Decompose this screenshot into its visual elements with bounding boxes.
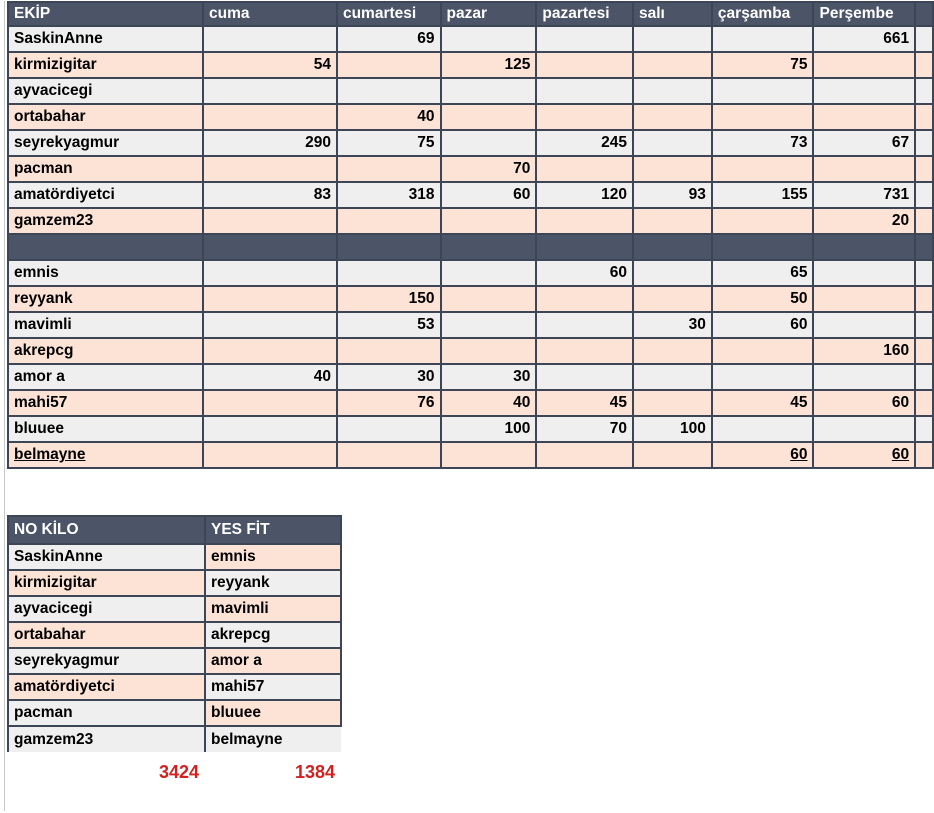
value-cell[interactable]: 93 (633, 182, 712, 208)
table-row (8, 390, 933, 416)
value-cell[interactable]: 60 (712, 442, 814, 468)
summary-row (8, 570, 341, 596)
table-row (8, 364, 933, 390)
header-no-kilo[interactable]: NO KİLO (8, 516, 205, 544)
header-day-1[interactable]: cumartesi (337, 2, 441, 26)
value-cell[interactable]: 60 (441, 182, 537, 208)
value-cell[interactable]: 40 (441, 390, 537, 416)
value-cell[interactable] (337, 442, 441, 468)
extra-cell[interactable] (915, 130, 933, 156)
value-cell[interactable] (536, 312, 633, 338)
value-cell[interactable] (337, 156, 441, 182)
value-cell[interactable] (536, 52, 633, 78)
value-cell[interactable] (203, 208, 337, 234)
separator-cell[interactable] (203, 234, 337, 260)
value-cell[interactable] (203, 442, 337, 468)
value-cell[interactable]: 100 (633, 416, 712, 442)
summary-row (8, 596, 341, 622)
value-cell[interactable] (813, 286, 915, 312)
value-cell[interactable] (536, 104, 633, 130)
table-row (8, 442, 933, 468)
separator-cell[interactable] (813, 234, 915, 260)
header-day-2[interactable]: pazar (441, 2, 537, 26)
yes-fit-member[interactable]: mahi57 (205, 674, 341, 700)
extra-cell[interactable] (915, 442, 933, 468)
value-cell[interactable]: 30 (337, 364, 441, 390)
yes-fit-member[interactable]: reyyank (205, 570, 341, 596)
value-cell[interactable]: 245 (536, 130, 633, 156)
member-name-cell[interactable]: bluuee (8, 416, 203, 442)
separator-cell[interactable] (441, 234, 537, 260)
value-cell[interactable] (536, 156, 633, 182)
value-cell[interactable] (203, 104, 337, 130)
value-cell[interactable]: 76 (337, 390, 441, 416)
table-row (8, 208, 933, 234)
header-day-4[interactable]: salı (633, 2, 712, 26)
value-cell[interactable]: 150 (337, 286, 441, 312)
value-cell[interactable]: 83 (203, 182, 337, 208)
separator-cell[interactable] (712, 234, 814, 260)
yes-fit-member[interactable]: amor a (205, 648, 341, 674)
extra-cell[interactable] (915, 286, 933, 312)
value-cell[interactable] (441, 260, 537, 286)
member-name-cell[interactable]: reyyank (8, 286, 203, 312)
value-cell[interactable] (203, 156, 337, 182)
table-row (8, 52, 933, 78)
header-yes-fit[interactable]: YES FİT (205, 516, 341, 544)
value-cell[interactable] (203, 416, 337, 442)
table-row (8, 26, 933, 52)
member-name-cell[interactable]: ayvacicegi (8, 78, 203, 104)
summary-row (8, 622, 341, 648)
extra-cell[interactable] (915, 182, 933, 208)
value-cell[interactable] (813, 312, 915, 338)
value-cell[interactable] (633, 52, 712, 78)
value-cell[interactable] (633, 130, 712, 156)
value-cell[interactable] (203, 78, 337, 104)
value-cell[interactable]: 100 (441, 416, 537, 442)
member-name-cell[interactable]: akrepcg (8, 338, 203, 364)
value-cell[interactable]: 65 (712, 260, 814, 286)
summary-row (8, 700, 341, 726)
extra-cell[interactable] (915, 208, 933, 234)
yes-fit-member[interactable]: bluuee (205, 700, 341, 726)
value-cell[interactable] (712, 26, 814, 52)
value-cell[interactable]: 75 (712, 52, 814, 78)
value-cell[interactable] (337, 338, 441, 364)
table-row (8, 338, 933, 364)
extra-cell[interactable] (915, 26, 933, 52)
separator-cell[interactable] (8, 234, 203, 260)
value-cell[interactable] (813, 364, 915, 390)
extra-cell[interactable] (915, 312, 933, 338)
value-cell[interactable] (536, 208, 633, 234)
value-cell[interactable]: 30 (633, 312, 712, 338)
value-cell[interactable]: 45 (536, 390, 633, 416)
extra-cell[interactable] (915, 338, 933, 364)
member-name-cell[interactable]: amatördiyetci (8, 182, 203, 208)
value-cell[interactable]: 40 (337, 104, 441, 130)
member-name-cell[interactable]: seyrekyagmur (8, 130, 203, 156)
value-cell[interactable]: 30 (441, 364, 537, 390)
member-name-cell[interactable]: SaskinAnne (8, 26, 203, 52)
value-cell[interactable] (203, 260, 337, 286)
extra-cell[interactable] (915, 260, 933, 286)
value-cell[interactable] (203, 390, 337, 416)
table-row (8, 416, 933, 442)
no-kilo-member[interactable]: kirmizigitar (8, 570, 205, 596)
table-row (8, 78, 933, 104)
yes-fit-member[interactable]: mavimli (205, 596, 341, 622)
no-kilo-member[interactable]: pacman (8, 700, 205, 726)
value-cell[interactable] (203, 26, 337, 52)
summary-row (8, 726, 341, 752)
member-name-cell[interactable]: pacman (8, 156, 203, 182)
value-cell[interactable] (712, 104, 814, 130)
table-row (8, 182, 933, 208)
value-cell[interactable] (633, 156, 712, 182)
value-cell[interactable] (712, 78, 814, 104)
member-name-cell[interactable]: emnis (8, 260, 203, 286)
value-cell[interactable] (441, 442, 537, 468)
separator-cell[interactable] (633, 234, 712, 260)
extra-cell[interactable] (915, 104, 933, 130)
extra-cell[interactable] (915, 156, 933, 182)
value-cell[interactable] (633, 104, 712, 130)
group-separator-row (8, 234, 933, 260)
value-cell[interactable] (441, 104, 537, 130)
value-cell[interactable]: 60 (813, 390, 915, 416)
yes-fit-member[interactable]: emnis (205, 544, 341, 570)
header-day-5[interactable]: çarşamba (712, 2, 814, 26)
total-yes-fit: 1384 (294, 762, 335, 782)
value-cell[interactable]: 20 (813, 208, 915, 234)
no-kilo-member[interactable]: seyrekyagmur (8, 648, 205, 674)
value-cell[interactable] (712, 156, 814, 182)
member-name-cell[interactable]: ortabahar (8, 104, 203, 130)
value-cell[interactable] (633, 364, 712, 390)
summary-header-row (8, 516, 341, 544)
summary-row (8, 648, 341, 674)
no-kilo-member[interactable]: amatördiyetci (8, 674, 205, 700)
value-cell[interactable]: 53 (337, 312, 441, 338)
value-cell[interactable] (633, 78, 712, 104)
member-name-cell[interactable]: kirmizigitar (8, 52, 203, 78)
value-cell[interactable] (712, 208, 814, 234)
table-row (8, 260, 933, 286)
value-cell[interactable]: 67 (813, 130, 915, 156)
value-cell[interactable]: 120 (536, 182, 633, 208)
value-cell[interactable] (536, 78, 633, 104)
value-cell[interactable]: 60 (813, 442, 915, 468)
member-name-cell[interactable]: amor a (8, 364, 203, 390)
value-cell[interactable] (813, 52, 915, 78)
value-cell[interactable] (633, 442, 712, 468)
value-cell[interactable] (441, 208, 537, 234)
value-cell[interactable]: 155 (712, 182, 814, 208)
no-kilo-member[interactable]: ortabahar (8, 622, 205, 648)
value-cell[interactable] (813, 416, 915, 442)
member-name-cell[interactable]: mavimli (8, 312, 203, 338)
yes-fit-member[interactable]: belmayne (205, 726, 341, 752)
value-cell[interactable] (633, 208, 712, 234)
value-cell[interactable]: 318 (337, 182, 441, 208)
value-cell[interactable]: 45 (712, 390, 814, 416)
value-cell[interactable] (813, 78, 915, 104)
value-cell[interactable] (441, 130, 537, 156)
summary-row (8, 544, 341, 570)
value-cell[interactable]: 70 (441, 156, 537, 182)
value-cell[interactable] (337, 208, 441, 234)
header-day-6[interactable]: Perşembe (813, 2, 915, 26)
yes-fit-member[interactable]: akrepcg (205, 622, 341, 648)
main-table-wrap (7, 1, 934, 469)
value-cell[interactable] (337, 260, 441, 286)
no-kilo-member[interactable]: SaskinAnne (8, 544, 205, 570)
value-cell[interactable] (337, 416, 441, 442)
separator-cell[interactable] (337, 234, 441, 260)
value-cell[interactable]: 160 (813, 338, 915, 364)
value-cell[interactable] (203, 286, 337, 312)
total-no-kilo: 3424 (158, 762, 199, 782)
separator-cell[interactable] (536, 234, 633, 260)
value-cell[interactable] (813, 260, 915, 286)
value-cell[interactable] (633, 390, 712, 416)
value-cell[interactable] (441, 286, 537, 312)
value-cell[interactable] (441, 338, 537, 364)
header-day-0[interactable]: cuma (203, 2, 337, 26)
header-team[interactable]: EKİP (8, 2, 203, 26)
value-cell[interactable] (633, 338, 712, 364)
value-cell[interactable] (536, 26, 633, 52)
value-cell[interactable] (536, 442, 633, 468)
team-weekly-table (7, 1, 934, 469)
value-cell[interactable] (337, 52, 441, 78)
no-kilo-member[interactable]: ayvacicegi (8, 596, 205, 622)
header-row (8, 2, 933, 26)
table-row (8, 130, 933, 156)
value-cell[interactable]: 75 (337, 130, 441, 156)
value-cell[interactable] (536, 286, 633, 312)
separator-cell[interactable] (915, 234, 933, 260)
value-cell[interactable]: 50 (712, 286, 814, 312)
value-cell[interactable]: 40 (203, 364, 337, 390)
value-cell[interactable] (712, 364, 814, 390)
summary-table-wrap (7, 515, 342, 752)
table-row (8, 156, 933, 182)
value-cell[interactable]: 69 (337, 26, 441, 52)
value-cell[interactable] (337, 78, 441, 104)
value-cell[interactable] (813, 104, 915, 130)
table-row (8, 286, 933, 312)
value-cell[interactable] (633, 260, 712, 286)
value-cell[interactable] (536, 338, 633, 364)
value-cell[interactable] (441, 26, 537, 52)
sheet-left-edge (4, 1, 5, 811)
value-cell[interactable] (633, 26, 712, 52)
value-cell[interactable]: 60 (536, 260, 633, 286)
value-cell[interactable]: 70 (536, 416, 633, 442)
value-cell[interactable] (712, 338, 814, 364)
header-day-3[interactable]: pazartesi (536, 2, 633, 26)
value-cell[interactable]: 290 (203, 130, 337, 156)
value-cell[interactable] (203, 312, 337, 338)
extra-cell[interactable] (915, 390, 933, 416)
table-row (8, 312, 933, 338)
no-kilo-yes-fit-table (7, 515, 342, 752)
value-cell[interactable]: 661 (813, 26, 915, 52)
value-cell[interactable] (813, 156, 915, 182)
value-cell[interactable] (203, 338, 337, 364)
summary-row (8, 674, 341, 700)
extra-cell[interactable] (915, 52, 933, 78)
member-name-cell[interactable]: gamzem23 (8, 208, 203, 234)
extra-cell[interactable] (915, 416, 933, 442)
value-cell[interactable] (536, 364, 633, 390)
value-cell[interactable]: 60 (712, 312, 814, 338)
value-cell[interactable]: 731 (813, 182, 915, 208)
value-cell[interactable]: 125 (441, 52, 537, 78)
no-kilo-member[interactable]: gamzem23 (8, 726, 205, 752)
member-name-cell[interactable]: mahi57 (8, 390, 203, 416)
extra-cell[interactable] (915, 78, 933, 104)
member-name-cell[interactable]: belmayne (8, 442, 203, 468)
value-cell[interactable]: 54 (203, 52, 337, 78)
value-cell[interactable]: 73 (712, 130, 814, 156)
value-cell[interactable] (441, 78, 537, 104)
table-row (8, 104, 933, 130)
value-cell[interactable] (633, 286, 712, 312)
header-extra-col[interactable] (915, 2, 933, 26)
value-cell[interactable] (441, 312, 537, 338)
value-cell[interactable] (712, 416, 814, 442)
extra-cell[interactable] (915, 364, 933, 390)
